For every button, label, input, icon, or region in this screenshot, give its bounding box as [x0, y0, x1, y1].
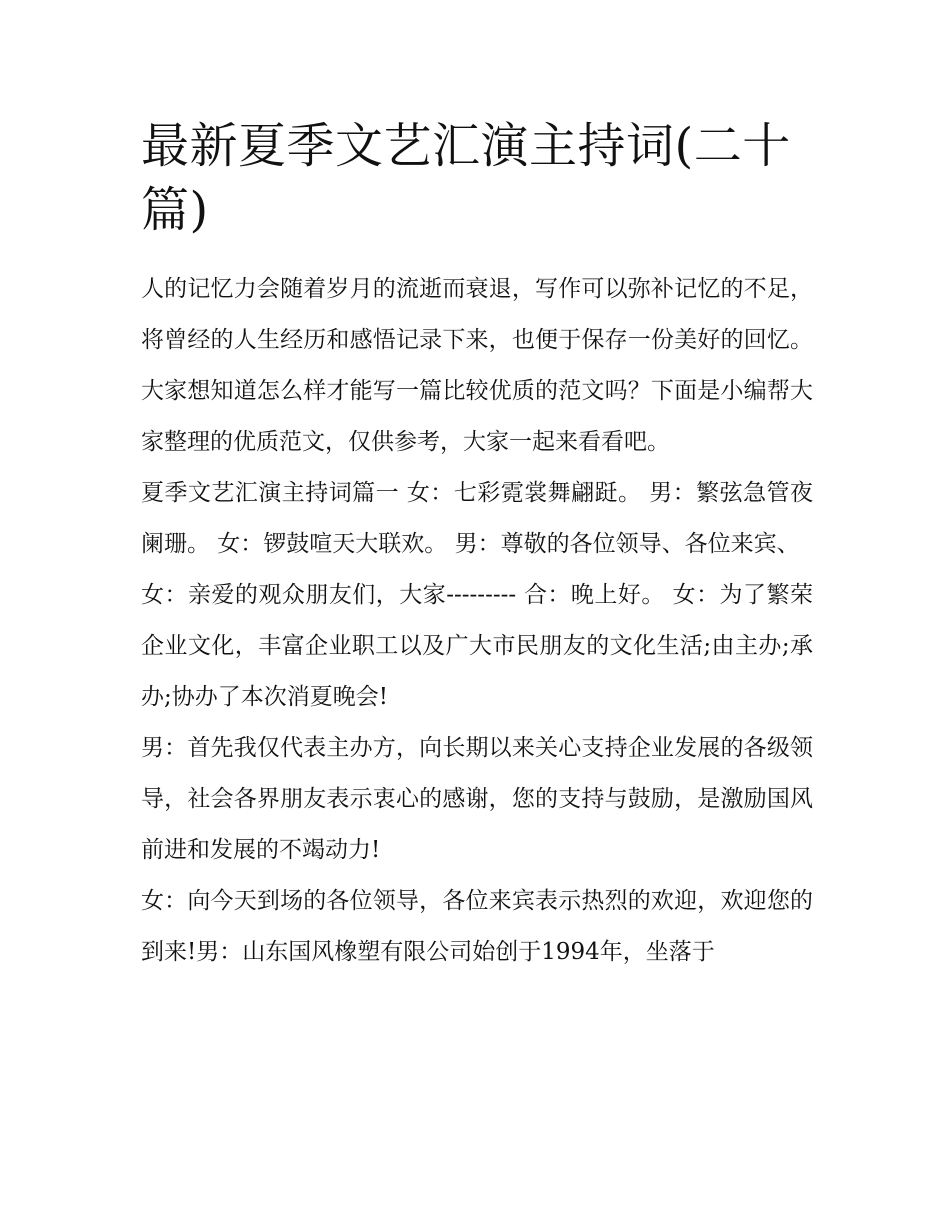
- document-title: 最新夏季文艺汇演主持词(二十篇): [141, 118, 791, 238]
- paragraph-greeting: 女：亲爱的观众朋友们，大家--------- 合：晚上好。 女：为了繁荣企业文化，丰富企业职工以及广大市民朋友的文化生活;由主办;承办;协办了本次消夏晚会!: [141, 582, 813, 710]
- paragraph-welcome: 女：向今天到场的各位领导，各位来宾表示热烈的欢迎，欢迎您的到来!男：山东国风橡塑有限公司始创于1994年，坐落于: [141, 888, 813, 965]
- paragraph-opening: 夏季文艺汇演主持词篇一 女：七彩霓裳舞翩跹。 男：繁弦急管夜阑珊。 女：锣鼓喧天大联欢。 男：尊敬的各位领导、各位来宾、: [141, 480, 813, 557]
- paragraph-intro: 人的记忆力会随着岁月的流逝而衰退，写作可以弥补记忆的不足，将曾经的人生经历和感悟记录下来，也便于保存一份美好的回忆。大家想知道怎么样才能写一篇比较优质的范文吗？下面是小编帮大家整理的优质范文，仅供参考，大家一起来看看吧。: [141, 276, 813, 455]
- document-body: [141, 114, 813, 978]
- paragraph-thanks: 男：首先我仅代表主办方，向长期以来关心支持企业发展的各级领导，社会各界朋友表示衷心的感谢，您的支持与鼓励，是激励国风前进和发展的不竭动力!: [141, 735, 813, 863]
